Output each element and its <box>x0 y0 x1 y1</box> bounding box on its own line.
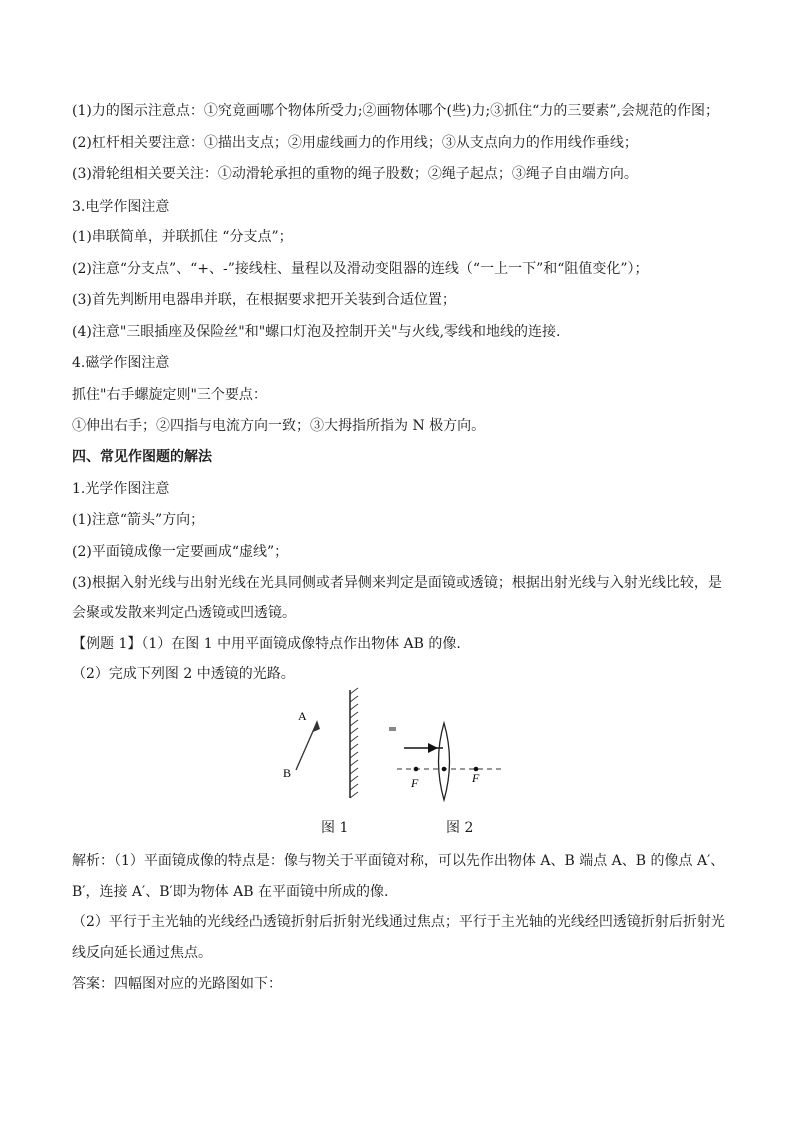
section-heading-magnetic: 4.磁学作图注意 <box>72 355 170 371</box>
caption-figure-2: 图 2 <box>446 820 474 836</box>
text-line-series-parallel: (1)串联简单，并联抓住 “分支点”； <box>72 229 293 245</box>
text-line-branch-point: (2)注意“分支点”、“+、-”接线柱、量程以及滑动变阻器的连线（“一上一下”和“阻值变化”）； <box>72 261 649 277</box>
text-line-mirror-lens-judge: (3)根据入射光线与出射光线在光具同侧或者异侧来判定是面镜或透镜；根据出射光线与入射光线比较，是 <box>72 575 722 591</box>
example-1-question-2: （2）完成下列图 2 中透镜的光路。 <box>72 666 295 682</box>
text-line-mirror-dashed: (2)平面镜成像一定要画成“虚线”； <box>72 544 289 560</box>
focal-point-left <box>414 767 419 772</box>
label-f-right: F <box>472 771 480 785</box>
optical-center <box>442 767 447 772</box>
analysis-line-4: 线反向延长通过焦点。 <box>72 945 212 961</box>
figure-1-object-ab <box>296 720 320 770</box>
incident-ray <box>404 743 443 753</box>
answer-line: 答案：四幅图对应的光路图如下： <box>72 976 282 992</box>
text-line-right-hand-points: ①伸出右手；②四指与电流方向一致；③大拇指所指为 N 极方向。 <box>72 418 486 434</box>
label-a: A <box>298 709 307 723</box>
section-heading-electrical: 3.电学作图注意 <box>72 199 170 215</box>
example-1-question-1: 【例题 1】（1）在图 1 中用平面镜成像特点作出物体 AB 的像. <box>72 636 461 652</box>
caption-figure-1: 图 1 <box>321 820 349 836</box>
text-line-right-hand-rule: 抓住"右手螺旋定则"三个要点： <box>72 387 267 403</box>
section-heading-optical: 1.光学作图注意 <box>72 481 170 497</box>
label-b: B <box>283 766 292 780</box>
text-line-lever: (2)杠杆相关要注意：①描出支点；②用虚线画力的作用线；③从支点向力的作用线作垂线； <box>72 135 638 151</box>
convex-lens <box>439 723 450 800</box>
analysis-line-2: B′，连接 A′、B′即为物体 AB 在平面镜中所成的像. <box>72 884 389 900</box>
analysis-line-3: （2）平行于主光轴的光线经凸透镜折射后折射光线通过焦点；平行于主光轴的光线经凹透镜折射后折射光 <box>72 914 725 930</box>
text-line-switch: (3)首先判断用电器串并联，在根据要求把开关装到合适位置； <box>72 292 456 308</box>
section-heading-solutions: 四、常见作图题的解法 <box>72 449 212 465</box>
text-line-pulley: (3)滑轮组相关要关注：①动滑轮承担的重物的绳子股数；②绳子起点；③绳子自由端方向。 <box>72 166 638 182</box>
text-line-arrow: (1)注意“箭头”方向； <box>72 512 205 528</box>
text-line-converge-diverge: 会聚或发散来判定凸透镜或凹透镜。 <box>72 605 296 621</box>
text-line-socket: (4)注意"三眼插座及保险丝"和"螺口灯泡及控制开关"与火线,零线和地线的连接. <box>72 324 561 340</box>
label-f-left: F <box>411 776 419 790</box>
analysis-line-1: 解析：（1）平面镜成像的特点是：像与物关于平面镜对称，可以先作出物体 A、B 端点 A、B 的像点 A′、 <box>72 853 725 869</box>
plane-mirror <box>350 688 358 798</box>
small-mark <box>389 727 396 731</box>
text-line-force-diagram: (1)力的图示注意点：①究竟画哪个物体所受力;②画物体哪个(些)力;③抓住“力的三要素”,会规范的作图； <box>72 103 719 119</box>
